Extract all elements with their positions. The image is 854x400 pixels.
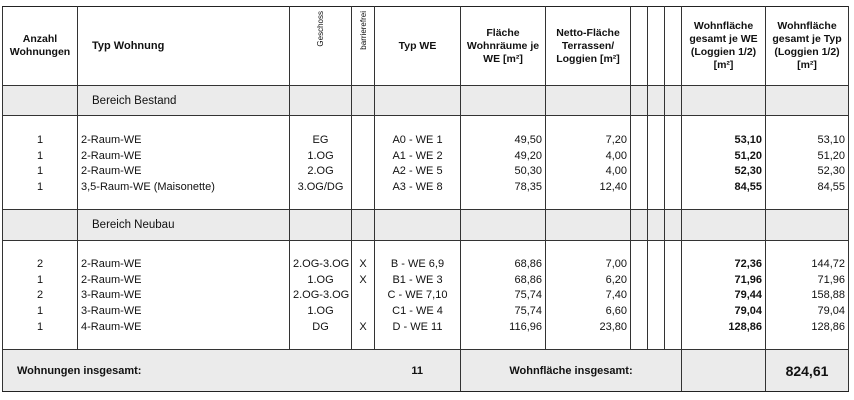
cell-typ: 3-Raum-WE xyxy=(78,288,290,304)
table-row xyxy=(3,304,849,320)
cell-wf-typ: 51,20 xyxy=(766,148,849,164)
cell-flaeche: 49,20 xyxy=(461,148,546,164)
cell-barrierefrei xyxy=(352,288,375,304)
cell-netto: 4,00 xyxy=(546,148,631,164)
cell-wf-typ: 128,86 xyxy=(766,320,849,336)
cell-anzahl: 1 xyxy=(3,164,78,180)
cell-netto: 12,40 xyxy=(546,180,631,196)
cell-typ: 2-Raum-WE xyxy=(78,132,290,148)
cell-typ: 2-Raum-WE xyxy=(78,272,290,288)
cell-typ-we: A3 - WE 8 xyxy=(375,180,461,196)
table-row xyxy=(3,148,849,164)
header-anzahl: Anzahl Wohnungen xyxy=(3,7,78,86)
cell-flaeche: 116,96 xyxy=(461,320,546,336)
cell-geschoss: EG xyxy=(290,132,352,148)
table-row xyxy=(3,180,849,196)
cell-barrierefrei: X xyxy=(352,256,375,272)
cell-typ: 2-Raum-WE xyxy=(78,164,290,180)
cell-flaeche: 50,30 xyxy=(461,164,546,180)
cell-netto: 23,80 xyxy=(546,320,631,336)
section-label: Bereich Neubau xyxy=(78,210,290,240)
table-row xyxy=(3,288,849,304)
cell-wf-we: 79,44 xyxy=(682,288,766,304)
section-row-bestand xyxy=(3,86,849,116)
cell-geschoss: 2.OG-3.OG xyxy=(290,256,352,272)
cell-geschoss: 1.OG xyxy=(290,304,352,320)
cell-anzahl: 1 xyxy=(3,304,78,320)
cell-typ-we: A1 - WE 2 xyxy=(375,148,461,164)
cell-wf-typ: 53,10 xyxy=(766,132,849,148)
cell-flaeche: 68,86 xyxy=(461,272,546,288)
header-typ-wohnung: Typ Wohnung xyxy=(78,7,290,86)
total-wohnungen-label: Wohnungen insgesamt: xyxy=(3,350,375,392)
cell-wf-we: 128,86 xyxy=(682,320,766,336)
cell-wf-we: 71,96 xyxy=(682,272,766,288)
cell-netto: 7,40 xyxy=(546,288,631,304)
cell-wf-typ: 84,55 xyxy=(766,180,849,196)
cell-netto: 6,60 xyxy=(546,304,631,320)
header-flaeche: Fläche Wohnräume je WE [m²] xyxy=(461,7,546,86)
total-empty xyxy=(682,350,766,392)
cell-anzahl: 1 xyxy=(3,132,78,148)
cell-barrierefrei xyxy=(352,304,375,320)
spacer-row xyxy=(3,240,849,256)
cell-wf-we: 79,04 xyxy=(682,304,766,320)
cell-wf-typ: 144,72 xyxy=(766,256,849,272)
cell-wf-typ: 71,96 xyxy=(766,272,849,288)
cell-flaeche: 68,86 xyxy=(461,256,546,272)
cell-typ-we: B - WE 6,9 xyxy=(375,256,461,272)
cell-flaeche: 49,50 xyxy=(461,132,546,148)
cell-flaeche: 75,74 xyxy=(461,288,546,304)
table-row xyxy=(3,256,849,272)
cell-barrierefrei: X xyxy=(352,320,375,336)
cell-typ: 2-Raum-WE xyxy=(78,148,290,164)
cell-wf-we: 72,36 xyxy=(682,256,766,272)
header-empty-1 xyxy=(631,7,648,86)
cell-barrierefrei xyxy=(352,180,375,196)
totals-row xyxy=(3,350,849,392)
cell-wf-we: 53,10 xyxy=(682,132,766,148)
cell-wf-we: 84,55 xyxy=(682,180,766,196)
cell-flaeche: 78,35 xyxy=(461,180,546,196)
cell-typ: 2-Raum-WE xyxy=(78,256,290,272)
table-header-row xyxy=(3,7,849,86)
cell-anzahl: 1 xyxy=(3,320,78,336)
cell-barrierefrei: X xyxy=(352,272,375,288)
cell-geschoss: 1.OG xyxy=(290,148,352,164)
cell-typ-we: D - WE 11 xyxy=(375,320,461,336)
cell-anzahl: 1 xyxy=(3,272,78,288)
cell-anzahl: 2 xyxy=(3,256,78,272)
cell-wf-we: 52,30 xyxy=(682,164,766,180)
cell-flaeche: 75,74 xyxy=(461,304,546,320)
cell-barrierefrei xyxy=(352,132,375,148)
cell-wf-we: 51,20 xyxy=(682,148,766,164)
header-barrierefrei-label: barrierefrei xyxy=(358,11,368,50)
header-geschoss-label: Geschoss xyxy=(316,11,325,47)
section-row-neubau xyxy=(3,210,849,240)
cell-netto: 6,20 xyxy=(546,272,631,288)
cell-netto: 7,00 xyxy=(546,256,631,272)
spacer-row xyxy=(3,196,849,210)
cell-anzahl: 2 xyxy=(3,288,78,304)
header-barrierefrei xyxy=(352,7,375,86)
cell-geschoss: 1.OG xyxy=(290,272,352,288)
cell-geschoss: 3.OG/DG xyxy=(290,180,352,196)
header-netto-flaeche: Netto-Fläche Terrassen/ Loggien [m²] xyxy=(546,7,631,86)
cell-typ: 3-Raum-WE xyxy=(78,304,290,320)
cell-geschoss: DG xyxy=(290,320,352,336)
total-wohnflaeche-value: 824,61 xyxy=(766,350,849,392)
cell-geschoss: 2.OG xyxy=(290,164,352,180)
table-row xyxy=(3,132,849,148)
apartment-area-table xyxy=(2,6,849,392)
table-row xyxy=(3,320,849,336)
cell-barrierefrei xyxy=(352,148,375,164)
cell-netto: 7,20 xyxy=(546,132,631,148)
table-row xyxy=(3,164,849,180)
table-body xyxy=(3,86,849,392)
header-geschoss xyxy=(290,7,352,86)
cell-wf-typ: 158,88 xyxy=(766,288,849,304)
cell-anzahl: 1 xyxy=(3,148,78,164)
spacer-row xyxy=(3,335,849,349)
cell-typ-we: C1 - WE 4 xyxy=(375,304,461,320)
cell-geschoss: 2.OG-3.OG xyxy=(290,288,352,304)
cell-typ-we: B1 - WE 3 xyxy=(375,272,461,288)
cell-wf-typ: 52,30 xyxy=(766,164,849,180)
cell-typ-we: A0 - WE 1 xyxy=(375,132,461,148)
spacer-row xyxy=(3,116,849,132)
header-empty-3 xyxy=(665,7,682,86)
cell-anzahl: 1 xyxy=(3,180,78,196)
header-typ-we: Typ WE xyxy=(375,7,461,86)
header-wohnflaeche-je-typ: Wohnfläche gesamt je Typ (Loggien 1/2) [m²] xyxy=(766,7,849,86)
cell-typ: 3,5-Raum-WE (Maisonette) xyxy=(78,180,290,196)
cell-barrierefrei xyxy=(352,164,375,180)
cell-netto: 4,00 xyxy=(546,164,631,180)
header-wohnflaeche-je-we: Wohnfläche gesamt je WE (Loggien 1/2) [m²] xyxy=(682,7,766,86)
cell-typ-we: A2 - WE 5 xyxy=(375,164,461,180)
total-wohnflaeche-label: Wohnfläche insgesamt: xyxy=(461,350,682,392)
header-empty-2 xyxy=(648,7,665,86)
table-row xyxy=(3,272,849,288)
total-wohnungen-value: 11 xyxy=(375,350,461,392)
cell-wf-typ: 79,04 xyxy=(766,304,849,320)
cell-typ-we: C - WE 7,10 xyxy=(375,288,461,304)
cell-typ: 4-Raum-WE xyxy=(78,320,290,336)
section-label: Bereich Bestand xyxy=(78,86,290,116)
